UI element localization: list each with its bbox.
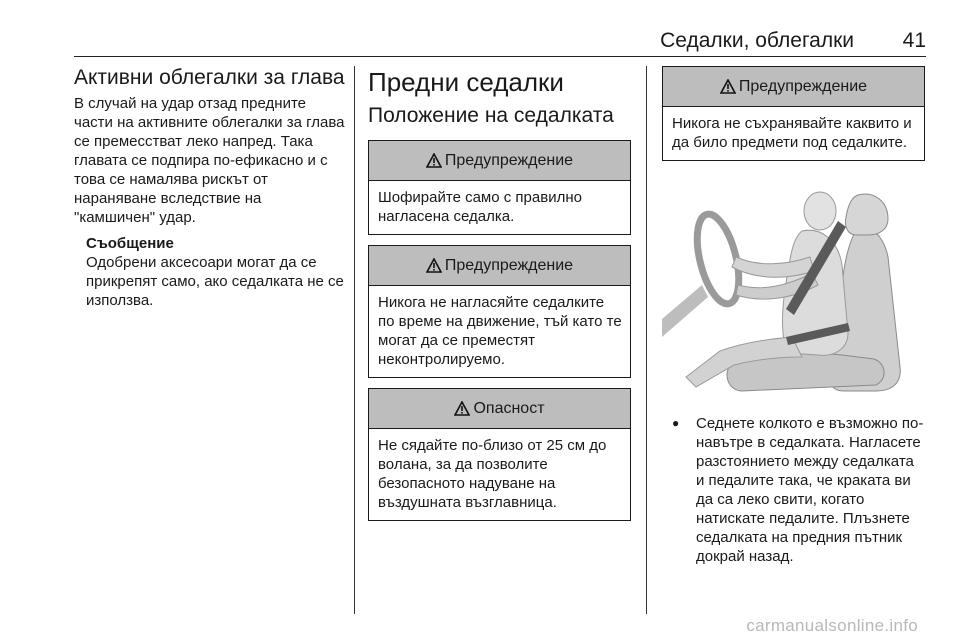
seating-position-section [662, 66, 926, 566]
section-body: В случай на удар отзад предните части на активните облегалки за глава се премесстват леко напред. Така главата се подпира по-ефикасно и с това се намалява рискът от нараняване вследствие на "камшичен" удар. [74, 95, 345, 226]
warning-triangle-icon [720, 79, 736, 94]
page-number: 41 [902, 29, 926, 52]
danger-box [368, 388, 631, 521]
page-header [74, 28, 926, 56]
danger-box-header [369, 389, 630, 429]
note-block [86, 234, 346, 310]
warning-box-text: Никога не съхранявайте каквито и да било предмети под седалките. [672, 115, 912, 151]
instruction-list-item [662, 414, 926, 566]
column-divider-right [646, 66, 647, 614]
warning-triangle-icon [426, 153, 442, 168]
warning-box-header [369, 246, 630, 286]
warning-box-text: Никога не нагласяйте седалките по време на движение, тъй като те могат да се преместят неконтролируемо. [378, 294, 622, 368]
danger-box-title: Опасност [473, 399, 545, 417]
warning-triangle-icon [454, 401, 470, 416]
subsection-title: Положение на седалката [368, 104, 614, 127]
column-divider-left [354, 66, 355, 614]
watermark: carmanualsonline.info [746, 616, 918, 635]
warning-box-2 [368, 245, 631, 378]
warning-box-text: Шофирайте само с правилно нагласена седалка. [378, 189, 582, 225]
note-text: Одобрени аксесоари могат да се прикрепят само, ако седалката не се използва. [86, 254, 344, 309]
note-heading: Съобщение [86, 235, 174, 252]
header-title: Седалки, облегалки [660, 29, 854, 52]
header-rule [74, 56, 926, 57]
warning-box-3 [662, 66, 925, 161]
chapter-title: Предни седалки [368, 67, 564, 97]
warning-triangle-icon [426, 258, 442, 273]
seating-position-illustration [662, 187, 926, 393]
danger-box-text: Не сядайте по-близо от 25 см до волана, за да позволите безопасното надуване на въздушната възглавница. [378, 437, 607, 511]
instruction-text: Седнете колкото е възможно по-навътре в седалката. Нагласете разстоянието между седалката и педалите така, че краката ви да са леко свити, когато натискате педалите. Плъзнете седалката на предния пътник докрай назад. [696, 415, 924, 565]
warning-box-title: Предупреждение [738, 77, 868, 95]
warning-box-header [369, 141, 630, 181]
section-heading: Активни облегалки за глава [74, 66, 345, 89]
warning-box-title: Предупреждение [444, 256, 574, 274]
bullet-marker: ● [672, 416, 680, 430]
warning-box-title: Предупреждение [444, 151, 574, 169]
warning-box-1 [368, 140, 631, 235]
front-seats-section [368, 66, 632, 521]
active-head-restraints-section [74, 66, 346, 310]
warning-box-header [663, 67, 924, 107]
